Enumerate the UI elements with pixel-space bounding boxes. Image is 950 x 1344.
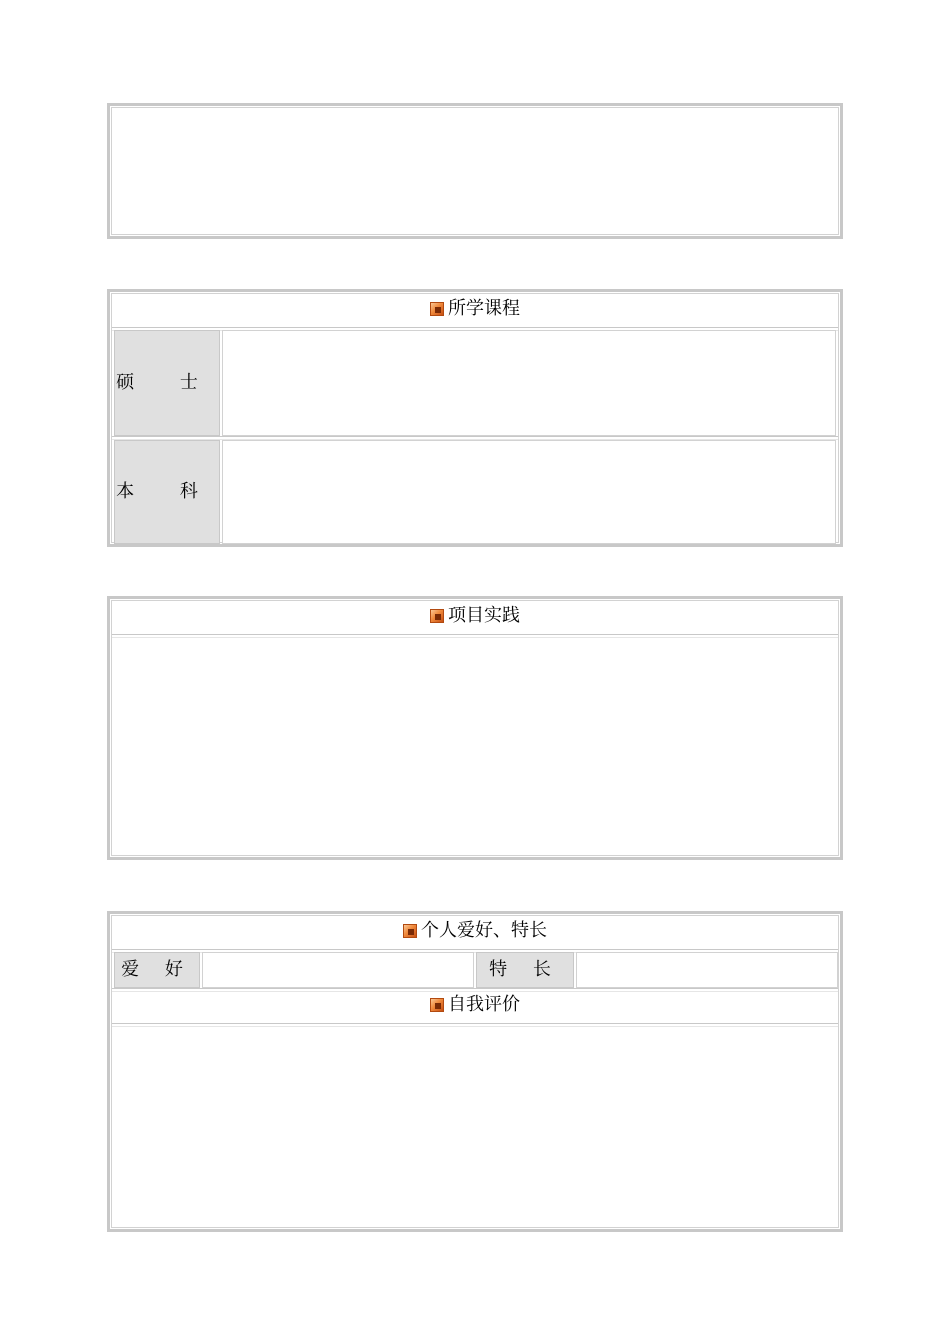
self-eval-title: 自我评价 [448, 994, 520, 1015]
hobbies-title: 个人爱好、特长 [421, 920, 547, 941]
section-bullet-icon [430, 998, 444, 1012]
bachelor-courses-value[interactable] [222, 440, 836, 544]
section-bullet-icon [430, 302, 444, 316]
section-bullet-icon [403, 924, 417, 938]
bachelor-label-cell [114, 440, 220, 544]
self-eval-content[interactable] [114, 1028, 836, 1226]
self-eval-header-divider [112, 1023, 838, 1027]
specialty-value[interactable] [576, 952, 838, 988]
specialty-label: 特 长 [489, 959, 561, 980]
projects-header [110, 599, 840, 633]
top-blank-box [107, 103, 843, 239]
top-blank-box-inner [111, 107, 839, 235]
projects-section [107, 596, 843, 860]
hobby-value[interactable] [202, 952, 474, 988]
courses-title: 所学课程 [448, 298, 520, 319]
courses-header [110, 292, 840, 326]
courses-section [107, 289, 843, 547]
hobby-label-cell [114, 952, 200, 988]
self-eval-header [110, 988, 840, 1022]
master-label-cell [114, 330, 220, 436]
projects-title: 项目实践 [448, 605, 520, 626]
projects-header-divider [112, 634, 838, 638]
hobby-label: 爱 好 [121, 959, 193, 980]
master-courses-value[interactable] [222, 330, 836, 436]
section-bullet-icon [430, 609, 444, 623]
projects-content[interactable] [114, 639, 836, 853]
hobbies-header [110, 914, 840, 948]
master-label: 硕 士 [116, 372, 218, 393]
bachelor-label: 本 科 [116, 481, 218, 502]
hobbies-section [107, 911, 843, 1232]
specialty-label-cell [476, 952, 574, 988]
